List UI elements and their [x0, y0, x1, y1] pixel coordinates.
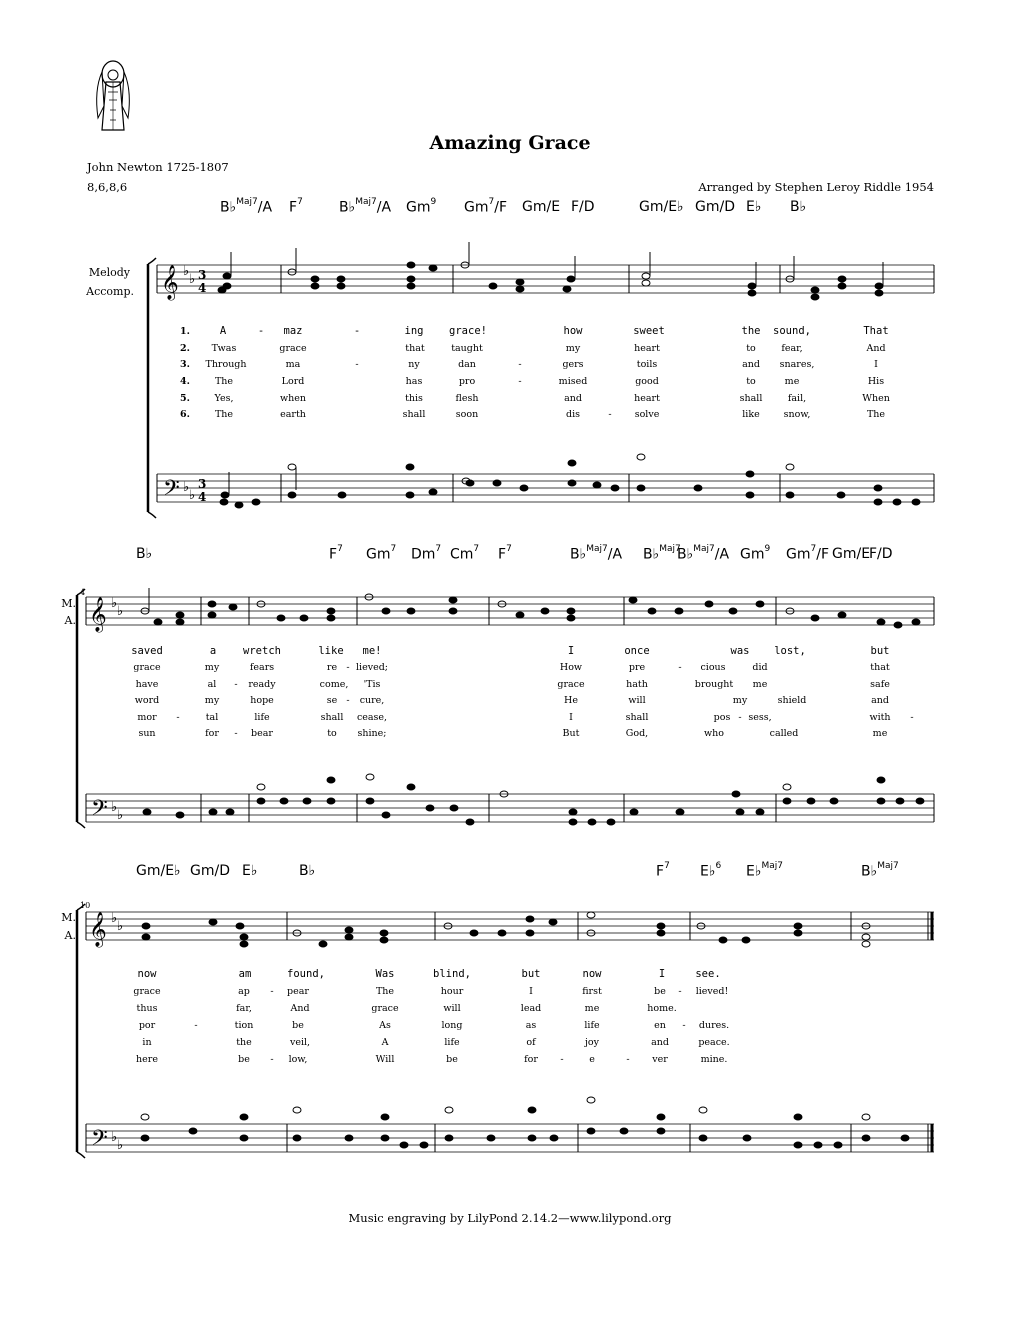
lyric-syllable: por	[138, 1020, 156, 1031]
chord-symbol: E♭	[242, 863, 258, 879]
svg-text:♭: ♭	[111, 911, 118, 926]
lyric-hyphen: -	[626, 1054, 630, 1065]
lyric-syllable: al	[207, 679, 217, 690]
lyric-hyphen: -	[234, 679, 238, 690]
lyric-syllable: solve	[634, 409, 660, 420]
lyric-syllable: ver	[652, 1054, 668, 1065]
lyric-syllable: my	[732, 695, 748, 706]
chord-symbol: Gm$^7$/F	[786, 544, 830, 563]
lyric-syllable: how	[563, 325, 583, 337]
chord-symbol: B♭	[136, 546, 153, 562]
chord-symbol: F/D	[869, 546, 893, 562]
lyric-syllable: shield	[777, 695, 807, 706]
angel-logo-icon	[92, 60, 134, 134]
lyric-syllable: dis	[566, 409, 580, 420]
lyric-syllable: me	[872, 728, 888, 739]
chord-symbol: Gm/E♭	[639, 199, 684, 215]
lyric-syllable: mine.	[700, 1054, 728, 1065]
lyric-syllable: now	[582, 968, 602, 980]
chord-symbol: $F^7$	[656, 861, 670, 880]
lyric-syllable: will	[443, 1003, 461, 1014]
lyric-hyphen: -	[678, 986, 682, 997]
lyric-syllable: wretch	[243, 645, 281, 657]
chord-symbol: B♭$^{Maj7}$	[643, 544, 681, 563]
lyric-syllable: hope	[250, 695, 274, 706]
lyric-syllable: Was	[375, 968, 395, 980]
verse-number: 2.	[180, 343, 190, 354]
lyric-syllable: Will	[375, 1054, 395, 1065]
lyric-syllable: ing	[404, 325, 424, 337]
lyric-syllable: joy	[584, 1037, 600, 1048]
svg-text:3: 3	[198, 268, 207, 282]
lyric-syllable: heart	[634, 393, 660, 404]
lyric-syllable: snares,	[779, 359, 815, 370]
lyric-syllable: here	[136, 1054, 158, 1065]
lyric-syllable: bear	[251, 728, 273, 739]
lyric-hyphen: -	[176, 712, 180, 723]
lyric-syllable: the	[741, 325, 761, 337]
lyric-syllable: when	[280, 393, 306, 404]
lyric-syllable: for	[205, 728, 219, 739]
lyricist-credit: John Newton 1725-1807	[87, 160, 229, 174]
lyric-syllable: now	[137, 968, 157, 980]
svg-text:♭: ♭	[117, 919, 124, 934]
lyric-syllable: who	[704, 728, 724, 739]
lyric-syllable: brought	[694, 679, 734, 690]
lyric-syllable: me	[752, 679, 768, 690]
lyric-syllable: ready	[248, 679, 276, 690]
svg-text:3: 3	[198, 477, 207, 491]
verse-number: 5.	[180, 393, 190, 404]
lyric-syllable: word	[134, 695, 160, 706]
lyric-syllable: mised	[558, 376, 588, 387]
lyric-syllable: be	[292, 1020, 304, 1031]
song-title: Amazing Grace	[429, 132, 591, 154]
lyric-syllable: snow,	[783, 409, 811, 420]
chord-symbol: B♭$^{Maj7}$/A	[677, 544, 730, 563]
lyric-syllable: The	[214, 376, 234, 387]
lyric-syllable: And	[290, 1003, 310, 1014]
lyric-hyphen: -	[738, 712, 742, 723]
lyric-syllable: That	[863, 325, 889, 337]
chord-symbol: Gm$^9$	[406, 197, 437, 216]
svg-text:♭: ♭	[117, 1138, 124, 1153]
lyric-syllable: cease,	[356, 712, 388, 723]
lyric-syllable: will	[628, 695, 646, 706]
lyric-syllable: fail,	[787, 393, 807, 404]
lyric-syllable: am	[238, 968, 252, 980]
lyric-syllable: of	[526, 1037, 536, 1048]
lyric-syllable: but	[521, 968, 541, 980]
svg-text:♭: ♭	[183, 264, 190, 279]
lyric-syllable: lost,	[774, 645, 806, 657]
lyric-syllable: A	[219, 325, 227, 337]
chord-symbol: B♭$^{Maj7}$/A	[570, 544, 623, 563]
chord-symbol: $F^7$	[289, 197, 303, 216]
lyric-syllable: as	[525, 1020, 537, 1031]
lyric-syllable: soon	[455, 409, 479, 420]
lyric-syllable: Lord	[281, 376, 305, 387]
chord-symbol: Gm/D	[190, 863, 230, 879]
lyric-syllable: The	[375, 986, 395, 997]
chord-symbol: Gm$^9$	[740, 544, 771, 563]
lyric-syllable: see.	[695, 968, 721, 980]
chord-symbol: Gm/E♭	[136, 863, 181, 879]
chord-symbol: B♭	[299, 863, 316, 879]
lyric-syllable: shall	[402, 409, 426, 420]
measure-number: 4	[80, 588, 86, 597]
lyric-syllable: good	[635, 376, 659, 387]
lyric-syllable: grace!	[449, 325, 487, 337]
lyric-syllable: 'Tis	[363, 679, 381, 690]
verse-number: 1.	[180, 326, 190, 337]
lyric-syllable: blind,	[433, 968, 471, 980]
lyric-hyphen: -	[355, 359, 359, 370]
lyric-hyphen: -	[560, 1054, 564, 1065]
lyric-syllable: maz	[283, 325, 303, 337]
chord-symbol: B♭$^{Maj7}$	[861, 861, 899, 880]
chord-symbol: B♭$^{Maj7}$/A	[220, 197, 273, 216]
lyric-syllable: hath	[626, 679, 648, 690]
lyric-syllable: And	[866, 343, 886, 354]
lyric-syllable: have	[135, 679, 159, 690]
lyric-syllable: pre	[628, 662, 646, 673]
instrument-name-accompaniment-short: A.	[64, 614, 76, 627]
lyric-syllable: sound,	[773, 325, 811, 337]
lyric-syllable: He	[564, 695, 578, 706]
lyric-syllable: for	[524, 1054, 538, 1065]
chord-symbol: B♭$^{Maj7}$/A	[339, 197, 392, 216]
lyric-syllable: shall	[625, 712, 649, 723]
lyric-hyphen: -	[234, 728, 238, 739]
lyric-syllable: veil,	[289, 1037, 311, 1048]
chord-symbol: Cm$^7$	[450, 544, 480, 563]
lyric-hyphen: -	[270, 1054, 274, 1065]
lyric-syllable: with	[869, 712, 891, 723]
svg-text:𝄞: 𝄞	[89, 597, 107, 632]
lyric-syllable: long	[441, 1020, 463, 1031]
chord-symbol: Gm$^7$	[366, 544, 397, 563]
lyric-syllable: grace	[279, 343, 307, 354]
svg-text:𝄢: 𝄢	[91, 796, 108, 826]
lyric-syllable: tal	[205, 712, 219, 723]
lyric-hyphen: -	[353, 325, 361, 337]
lyric-syllable: far,	[236, 1003, 252, 1014]
svg-text:♭: ♭	[117, 808, 124, 823]
lyric-syllable: has	[405, 376, 423, 387]
lyric-syllable: taught	[451, 343, 483, 354]
lyric-syllable: was	[730, 645, 750, 657]
lyric-syllable: When	[862, 393, 890, 404]
lyric-syllable: en	[654, 1020, 666, 1031]
svg-text:♭: ♭	[189, 272, 196, 287]
lyric-syllable: re	[326, 662, 338, 673]
svg-text:𝄢: 𝄢	[163, 476, 180, 506]
lyric-syllable: grace	[133, 662, 161, 673]
verse-number: 6.	[180, 409, 190, 420]
svg-text:4: 4	[198, 490, 207, 504]
lyric-syllable: sun	[138, 728, 156, 739]
lyric-syllable: the	[236, 1037, 252, 1048]
lyric-syllable: fears	[249, 662, 275, 673]
lyric-hyphen: -	[257, 325, 265, 337]
lyric-syllable: that	[870, 662, 890, 673]
lyric-syllable: The	[866, 409, 886, 420]
lyric-syllable: ma	[285, 359, 301, 370]
lyric-syllable: pear	[287, 986, 309, 997]
lyric-syllable: my	[565, 343, 581, 354]
chord-symbol: Dm$^7$	[411, 544, 442, 563]
lyric-syllable: my	[204, 695, 220, 706]
lyric-syllable: mor	[137, 712, 157, 723]
lyric-syllable: to	[327, 728, 337, 739]
lyric-hyphen: -	[682, 1020, 686, 1031]
lyric-syllable: me!	[362, 645, 382, 657]
chord-symbol: F/D	[571, 199, 595, 215]
lyric-syllable: thus	[136, 1003, 158, 1014]
lyric-syllable: life	[584, 1020, 600, 1031]
lyric-syllable: Twas	[211, 343, 237, 354]
lyric-syllable: shall	[320, 712, 344, 723]
svg-text:♭: ♭	[183, 480, 190, 495]
svg-text:𝄞: 𝄞	[161, 265, 179, 300]
lyric-syllable: sweet	[633, 325, 665, 337]
lyric-syllable: As	[379, 1020, 391, 1031]
lyric-syllable: but	[870, 645, 890, 657]
instrument-name-accompaniment: Accomp.	[86, 285, 134, 298]
lyric-syllable: called	[769, 728, 799, 739]
svg-text:♭: ♭	[111, 596, 118, 611]
lyric-syllable: se	[326, 695, 338, 706]
lyric-syllable: lieved;	[356, 662, 388, 673]
chord-symbol: E♭$^{Maj7}$	[746, 861, 783, 880]
lyric-syllable: gers	[562, 359, 584, 370]
chord-symbol: B♭	[790, 199, 807, 215]
lyric-syllable: hour	[440, 986, 464, 997]
lyric-syllable: lead	[520, 1003, 542, 1014]
svg-text:4: 4	[198, 281, 207, 295]
lyric-syllable: I	[569, 712, 573, 723]
instrument-name-melody-short: M.	[61, 911, 76, 924]
lyric-syllable: fear,	[781, 343, 803, 354]
lyric-syllable: toils	[636, 359, 658, 370]
lyric-syllable: and	[651, 1037, 669, 1048]
measure-number: 10	[80, 901, 91, 910]
lyric-syllable: ny	[408, 359, 420, 370]
lyric-syllable: first	[582, 986, 602, 997]
lyric-syllable: be	[654, 986, 666, 997]
lyric-syllable: life	[254, 712, 270, 723]
lyric-syllable: grace	[557, 679, 585, 690]
lyric-syllable: shine;	[357, 728, 387, 739]
svg-text:𝄢: 𝄢	[91, 1126, 108, 1156]
lyric-hyphen: -	[194, 1020, 198, 1031]
lyric-syllable: saved	[131, 645, 163, 657]
lyric-syllable: my	[204, 662, 220, 673]
lyric-syllable: earth	[280, 409, 306, 420]
lyric-syllable: flesh	[455, 393, 479, 404]
lyric-syllable: to	[746, 343, 756, 354]
chord-symbol: E♭	[746, 199, 762, 215]
lyric-syllable: once	[624, 645, 650, 657]
chord-symbol: Gm/E	[832, 546, 871, 562]
lyric-syllable: dan	[458, 359, 476, 370]
lyric-syllable: home.	[647, 1003, 677, 1014]
lyric-hyphen: -	[910, 712, 914, 723]
lyric-syllable: like	[318, 645, 344, 657]
lyric-syllable: I	[874, 359, 878, 370]
chord-symbol: $F^7$	[329, 544, 343, 563]
lyric-syllable: But	[562, 728, 580, 739]
lyric-hyphen: -	[608, 409, 612, 420]
instrument-name-accompaniment-short: A.	[64, 929, 76, 942]
lyric-syllable: cious	[700, 662, 726, 673]
lyric-syllable: peace.	[698, 1037, 730, 1048]
lyric-syllable: to	[746, 376, 756, 387]
chord-symbol: Gm/E	[522, 199, 561, 215]
svg-text:♭: ♭	[111, 1130, 118, 1145]
lyric-syllable: How	[559, 662, 583, 673]
lyric-syllable: life	[444, 1037, 460, 1048]
svg-text:𝄞: 𝄞	[89, 912, 107, 947]
lyric-syllable: lieved!	[695, 986, 729, 997]
lyric-syllable: this	[405, 393, 423, 404]
svg-text:♭: ♭	[111, 800, 118, 815]
lyric-syllable: pos	[713, 712, 731, 723]
svg-text:♭: ♭	[189, 488, 196, 503]
lyric-hyphen: -	[518, 376, 522, 387]
lyric-syllable: Yes,	[214, 393, 234, 404]
chord-symbol: $F^7$	[498, 544, 512, 563]
lyric-syllable: like	[742, 409, 760, 420]
lyric-syllable: I	[529, 986, 533, 997]
lyric-syllable: His	[867, 376, 885, 387]
chord-symbol: E♭$^6$	[700, 861, 722, 880]
lyric-hyphen: -	[346, 695, 350, 706]
svg-text:♭: ♭	[117, 604, 124, 619]
lyric-syllable: ap	[238, 986, 250, 997]
engraving-credit: Music engraving by LilyPond 2.14.2—www.lilypond.org	[348, 1211, 672, 1225]
lyric-syllable: come,	[319, 679, 349, 690]
lyric-syllable: shall	[739, 393, 763, 404]
lyric-syllable: Through	[205, 359, 247, 370]
lyric-syllable: dures.	[698, 1020, 730, 1031]
lyric-syllable: be	[238, 1054, 250, 1065]
lyric-syllable: grace	[371, 1003, 399, 1014]
meter: 8,6,8,6	[87, 180, 128, 194]
lyric-syllable: I	[567, 645, 575, 657]
lyric-syllable: heart	[634, 343, 660, 354]
lyric-syllable: in	[142, 1037, 152, 1048]
lyric-syllable: found,	[287, 968, 325, 980]
verse-number: 3.	[180, 359, 190, 370]
lyric-syllable: e	[589, 1054, 595, 1065]
instrument-name-melody-short: M.	[61, 597, 76, 610]
lyric-hyphen: -	[270, 986, 274, 997]
lyric-syllable: The	[214, 409, 234, 420]
lyric-syllable: A	[381, 1037, 389, 1048]
lyric-syllable: tion	[234, 1020, 254, 1031]
chord-symbol: Gm/D	[695, 199, 735, 215]
lyric-syllable: me	[584, 1003, 600, 1014]
lyric-syllable: be	[446, 1054, 458, 1065]
arranger-credit: Arranged by Stephen Leroy Riddle 1954	[698, 180, 934, 194]
lyric-hyphen: -	[678, 662, 682, 673]
lyric-syllable: sess,	[748, 712, 772, 723]
lyric-syllable: cure,	[359, 695, 385, 706]
lyric-syllable: did	[752, 662, 768, 673]
lyric-syllable: and	[564, 393, 582, 404]
lyric-syllable: a	[209, 645, 217, 657]
instrument-name-melody: Melody	[88, 266, 130, 279]
verse-number: 4.	[180, 376, 190, 387]
lyric-syllable: low,	[288, 1054, 308, 1065]
lyric-syllable: and	[871, 695, 889, 706]
lyric-hyphen: -	[346, 662, 350, 673]
lyric-syllable: grace	[133, 986, 161, 997]
lyric-syllable: pro	[458, 376, 476, 387]
chord-symbol: Gm$^7$/F	[464, 197, 508, 216]
lyric-syllable: God,	[625, 728, 649, 739]
lyric-syllable: that	[405, 343, 425, 354]
lyric-hyphen: -	[518, 359, 522, 370]
lyric-syllable: safe	[870, 679, 890, 690]
lyric-syllable: me	[784, 376, 800, 387]
lyric-syllable: and	[742, 359, 760, 370]
lyric-syllable: I	[658, 968, 666, 980]
